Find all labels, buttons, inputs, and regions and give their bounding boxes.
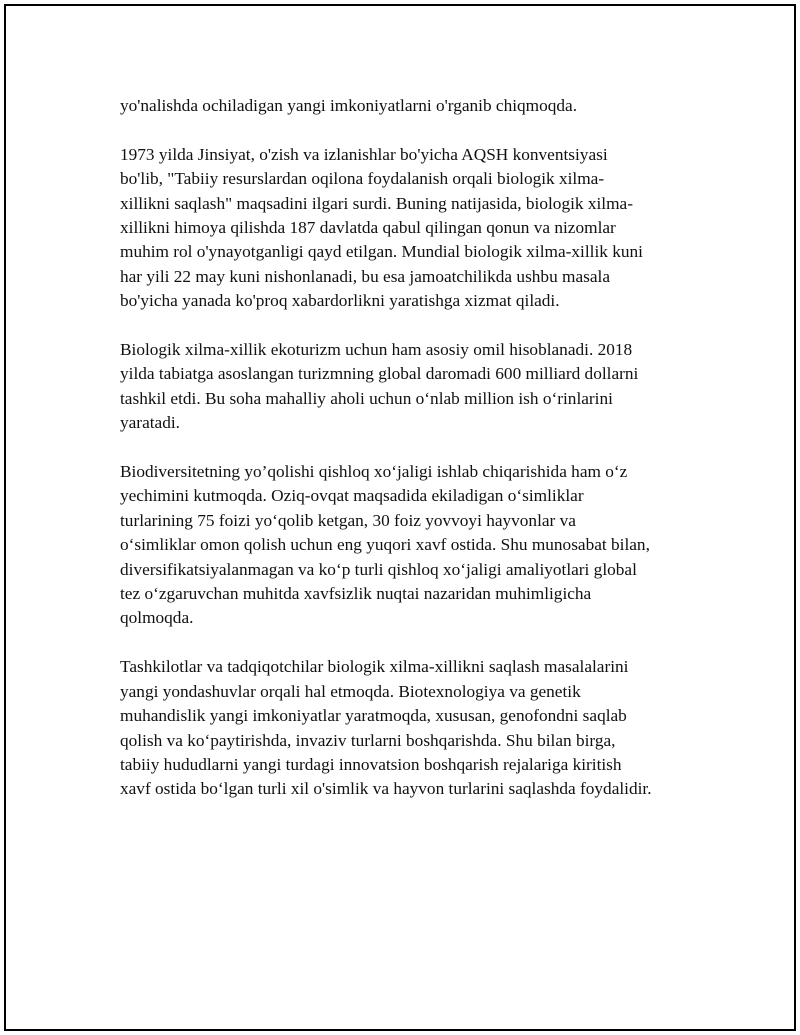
- text-line: tez o‘zgaruvchan muhitda xavfsizlik nuqtai nazaridan muhimligicha: [120, 584, 592, 604]
- text-line: xillikni saqlash" maqsadini ilgari surdi. Buning natijasida, biologik xilma-: [120, 193, 633, 213]
- text-line: bo'yicha yanada ko'proq xabardorlikni yaratishga xizmat qiladi.: [120, 291, 560, 311]
- paragraph-2: [120, 143, 700, 314]
- text-line: har yili 22 may kuni nishonlanadi, bu esa jamoatchilikda ushbu masala: [120, 266, 611, 286]
- text-line: xavf ostida bo‘lgan turli xil o'simlik va hayvon turlarini saqlashda foydalidir.: [120, 779, 652, 799]
- text-line: yo'nalishda ochiladigan yangi imkoniyatlarni o'rganib chiqmoqda.: [120, 96, 578, 115]
- text-line: qolish va ko‘paytirishda, invaziv turlarni boshqarishda. Shu bilan birga,: [120, 730, 616, 750]
- text-line: qolmoqda.: [120, 608, 194, 628]
- paragraph-1: [120, 94, 700, 118]
- text-line: 1973 yilda Jinsiyat, o'zish va izlanishlar bo'yicha AQSH konventsiyasi: [120, 144, 608, 164]
- paragraph-5: [120, 655, 700, 801]
- paragraph-3: [120, 338, 700, 436]
- text-line: muhim rol o'ynayotganligi qayd etilgan. Mundial biologik xilma-xillik kuni: [120, 242, 643, 262]
- text-line: xillikni himoya qilishda 187 davlatda qabul qilingan qonun va nizomlar: [120, 218, 616, 238]
- paragraph-4: [120, 460, 700, 631]
- text-line: tashkil etdi. Bu soha mahalliy aholi uchun o‘nlab million ish o‘rinlarini: [120, 388, 613, 408]
- text-line: bo'lib, "Tabiiy resurslardan oqilona foydalanish orqali biologik xilma-: [120, 169, 605, 189]
- text-line: Biologik xilma-xillik ekoturizm uchun ham asosiy omil hisoblanadi. 2018: [120, 340, 633, 360]
- text-line: muhandislik yangi imkoniyatlar yaratmoqda, xususan, genofondni saqlab: [120, 706, 627, 726]
- text-line: Biodiversitetning yo’qolishi qishloq xo‘jaligi ishlab chiqarishida ham o‘z: [120, 462, 628, 482]
- text-line: tabiiy hududlarni yangi turdagi innovatsion boshqarish rejalariga kiritish: [120, 754, 622, 774]
- text-line: diversifikatsiyalanmagan va ko‘p turli qishloq xo‘jaligi amaliyotlari global: [120, 559, 637, 579]
- text-line: o‘simliklar omon qolish uchun eng yuqori xavf ostida. Shu munosabat bilan,: [120, 535, 650, 555]
- document-body: [120, 94, 700, 826]
- text-line: yilda tabiatga asoslangan turizmning global daromadi 600 milliard dollarni: [120, 364, 639, 384]
- text-line: yechimini kutmoqda. Oziq-ovqat maqsadida ekiladigan o‘simliklar: [120, 486, 584, 506]
- text-line: turlarining 75 foizi yo‘qolib ketgan, 30 foiz yovvoyi hayvonlar va: [120, 510, 576, 530]
- text-line: Tashkilotlar va tadqiqotchilar biologik xilma-xillikni saqlash masalalarini: [120, 657, 629, 677]
- text-line: yangi yondashuvlar orqali hal etmoqda. Biotexnologiya va genetik: [120, 681, 581, 701]
- text-line: yaratadi.: [120, 413, 180, 433]
- page-frame: [4, 4, 796, 1031]
